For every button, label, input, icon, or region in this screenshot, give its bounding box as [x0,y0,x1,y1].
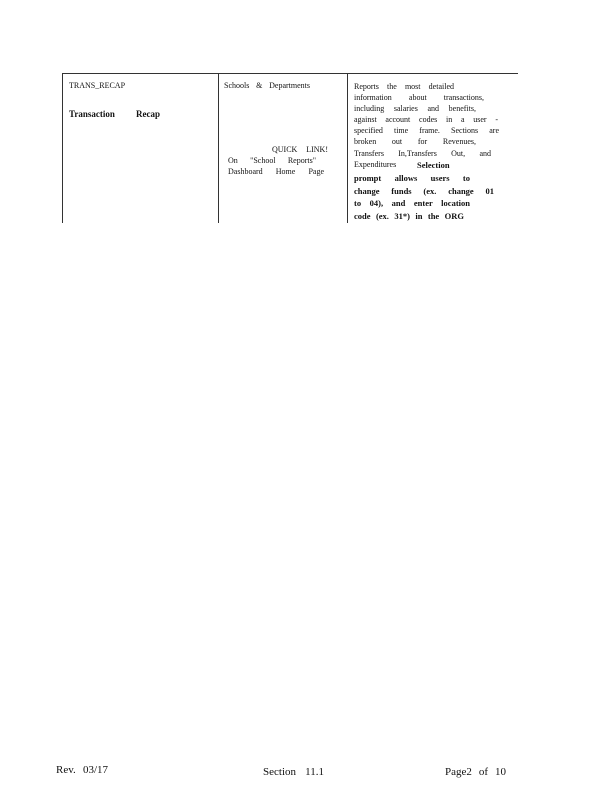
description-line-1: Reports the most detailed [354,82,454,91]
description-bold-line-4: code (ex. 31*) in the ORG [354,211,464,221]
footer-section: Section 11.1 [263,766,324,778]
description-selection: Selection [417,160,450,170]
footer-page-number: Page2 of 10 [445,766,506,778]
table-left-border [62,73,63,223]
description-bold-line-2: change funds (ex. change 01 [354,186,494,196]
quick-link-label: QUICK LINK! [272,145,328,154]
description-line-3: including salaries and benefits, [354,104,476,113]
description-bold-line-1: prompt allows users to [354,173,470,183]
description-line-7: Transfers In,Transfers Out, and [354,149,491,158]
description-line-6: broken out for Revenues, [354,137,476,146]
description-line-4: against account codes in a user - [354,115,498,124]
column-divider-1 [218,73,219,223]
description-line-2: information about transactions, [354,93,484,102]
table-top-border [62,73,518,74]
quick-link-line-2: On "School Reports" [228,156,316,165]
report-title-word2: Recap [136,109,160,119]
quick-link-line-3: Dashboard Home Page [228,167,324,176]
column-divider-2 [347,73,348,223]
report-code: TRANS_RECAP [69,81,126,90]
description-bold-line-3: to 04), and enter location [354,198,470,208]
report-title-word1: Transaction [69,109,115,119]
footer-revision: Rev. 03/17 [56,764,108,776]
description-expenditures: Expenditures [354,160,397,169]
report-location: Schools & Departments [224,81,310,90]
description-line-5: specified time frame. Sections are [354,126,499,135]
